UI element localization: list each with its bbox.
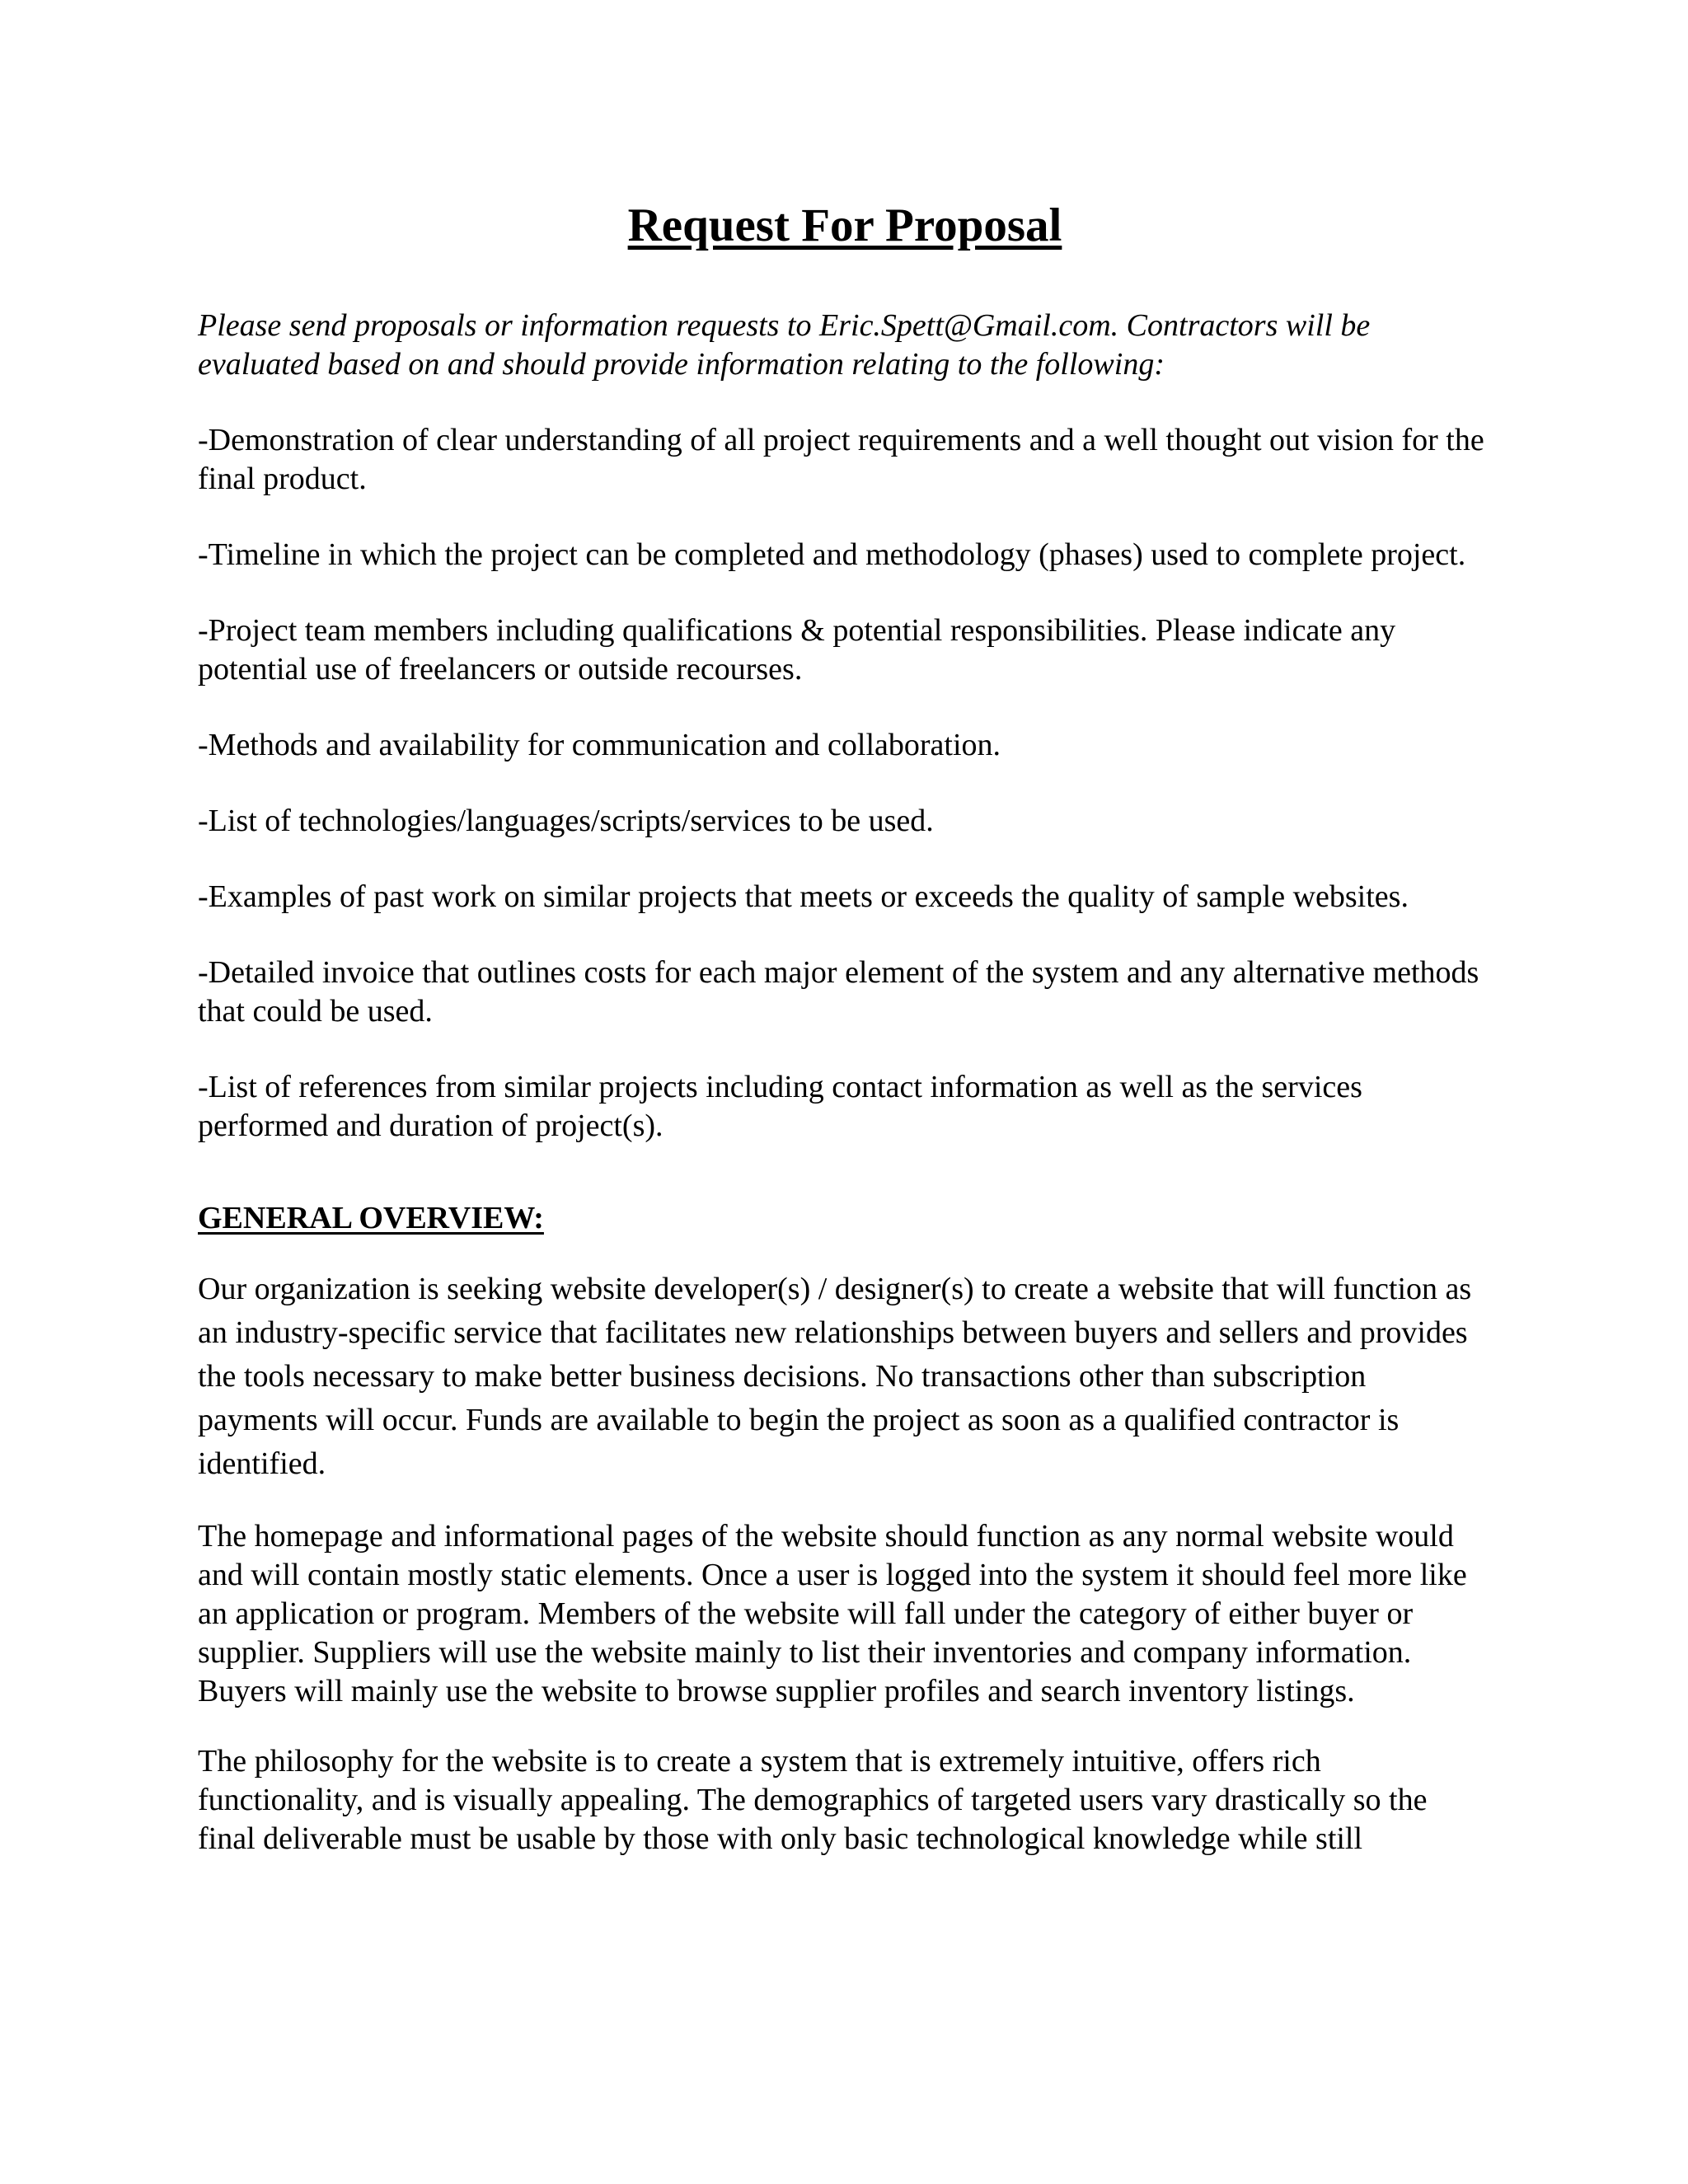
criteria-item: -Methods and availability for communication and collaboration. <box>198 728 1001 762</box>
criteria-item: -Demonstration of clear understanding of all project requirements and a well thought out vision for the final product. <box>198 423 1484 496</box>
criteria-item: -Examples of past work on similar projects that meets or exceeds the quality of sample websites. <box>198 879 1409 914</box>
criteria-item: -Timeline in which the project can be completed and methodology (phases) used to complete project. <box>198 537 1466 572</box>
evaluation-criteria-list <box>198 421 1492 1146</box>
criteria-item: -Detailed invoice that outlines costs for each major element of the system and any alternative methods that could be used. <box>198 955 1479 1029</box>
intro-paragraph: Please send proposals or information requests to Eric.Spett@Gmail.com. Contractors will be evaluated based on and should provide information relating to the following: <box>198 308 1371 382</box>
criteria-item: -List of references from similar projects including contact information as well as the services performed and duration of project(s). <box>198 1070 1362 1143</box>
overview-paragraph: The philosophy for the website is to create a system that is extremely intuitive, offers rich functionality, and is visually appealing. The demographics of targeted users vary drastically so the final deliverable must be usable by those with only basic technological knowledge while still <box>198 1744 1428 1856</box>
document-page <box>198 198 1492 1858</box>
criteria-item: -List of technologies/languages/scripts/services to be used. <box>198 804 934 838</box>
document-title: Request For Proposal <box>627 199 1062 251</box>
overview-paragraph: Our organization is seeking website developer(s) / designer(s) to create a website that will function as an industry-specific service that facilitates new relationships between buyers and sellers and provides the tools necessary to make better business decisions. No transactions other than subscription payments will occur. Funds are available to begin the project as soon as a qualified contractor is identified. <box>198 1272 1472 1481</box>
overview-heading: GENERAL OVERVIEW: <box>198 1201 544 1235</box>
criteria-item: -Project team members including qualifications & potential responsibilities. Please indicate any potential use of freelancers or outside recourses. <box>198 613 1396 687</box>
overview-paragraph: The homepage and informational pages of the website should function as any normal website would and will contain mostly static elements. Once a user is logged into the system it should feel more like an application or program. Members of the website will fall under the category of either buyer or supplier. Suppliers will use the website mainly to list their inventories and company information. Buyers will mainly use the website to browse supplier profiles and search inventory listings. <box>198 1519 1467 1708</box>
